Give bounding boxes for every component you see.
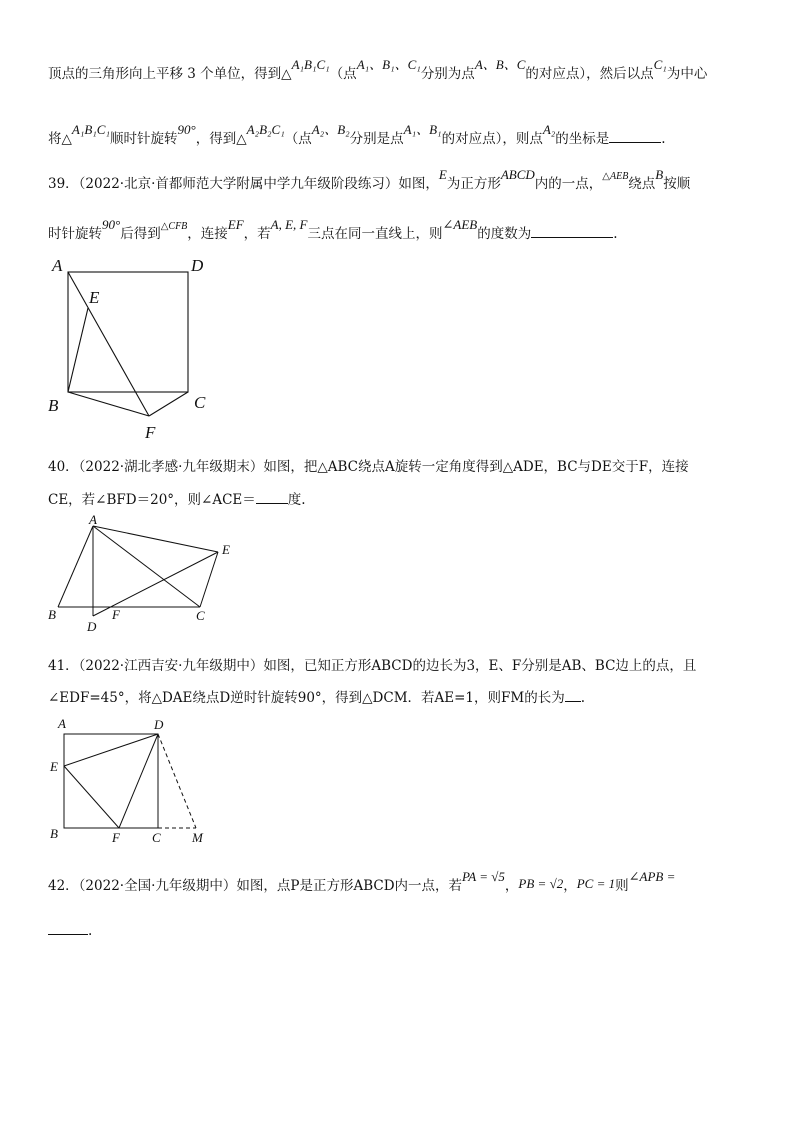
text: ，: [504, 878, 519, 894]
square-abcd: [64, 734, 158, 828]
q40-line1: [48, 455, 689, 475]
text: 为中心: [666, 66, 708, 82]
q41-line1: [48, 654, 696, 674]
text: 则: [615, 878, 629, 894]
segment-dm: [158, 734, 196, 828]
math: ∠APB =: [628, 869, 676, 884]
label-f: F: [145, 423, 156, 442]
q38-line1: [48, 57, 708, 82]
math: ∠AEB: [442, 217, 478, 232]
q42-line2: [48, 922, 92, 939]
segment-be: [68, 308, 88, 392]
math: ABCD: [500, 167, 535, 182]
q41-figure: [40, 712, 220, 850]
text: 为正方形: [446, 176, 501, 192]
math: △CFB: [160, 221, 188, 232]
q40-figure: [40, 512, 250, 636]
text: .: [613, 226, 618, 242]
text: .: [580, 690, 586, 706]
math: C₁: [653, 57, 667, 72]
label-c: C: [152, 830, 161, 845]
math: 90°: [102, 217, 121, 232]
segment-ac: [93, 526, 200, 607]
label-d: D: [87, 619, 97, 634]
label-e: E: [89, 288, 100, 307]
math: PB = √2: [518, 876, 564, 891]
segment-ef: [64, 766, 119, 828]
math: B: [655, 167, 664, 182]
answer-blank[interactable]: [531, 225, 613, 238]
label-b: B: [48, 396, 59, 415]
math: A₁、B₁: [403, 122, 442, 137]
text: 内的一点，: [534, 176, 603, 192]
math: A₂、B₂: [311, 122, 350, 137]
segment-df: [119, 734, 158, 828]
q40-line2: [48, 488, 306, 508]
label-a: A: [58, 716, 66, 731]
q39-figure: [40, 250, 220, 445]
text: 的度数为: [477, 226, 532, 242]
text: 分别是点: [349, 131, 404, 147]
text: （点: [329, 66, 357, 82]
math: A₂: [542, 122, 556, 137]
math: A₂B₂C₁: [246, 122, 285, 137]
answer-blank[interactable]: [256, 491, 288, 504]
answer-blank[interactable]: [609, 130, 661, 143]
segment-af: [68, 272, 149, 416]
text: ，得到△: [195, 131, 247, 147]
q42-line1: [48, 869, 676, 894]
text: 的对应点），则点: [441, 131, 543, 147]
math: PA = √5: [462, 869, 505, 884]
math: 90°: [177, 122, 196, 137]
label-a: A: [89, 512, 97, 527]
q41-line2: [48, 686, 585, 706]
text: 顺时针旋转: [110, 131, 178, 147]
text: 时针旋转: [48, 226, 102, 242]
text: 39．（2022·北京·首都师范大学附属中学九年级阶段练习）如图，: [48, 176, 439, 192]
text: 分别为点: [420, 66, 475, 82]
square-abcd: [68, 272, 188, 392]
text: CE，若∠BFD＝20°，则∠ACE＝: [48, 492, 256, 508]
segment-cf: [149, 392, 188, 416]
segment-ae: [93, 526, 218, 552]
text: 顶点的三角形向上平移 3 个单位，得到△: [48, 66, 292, 82]
text: .: [88, 923, 93, 939]
label-d: D: [154, 717, 164, 732]
label-c: C: [196, 608, 205, 623]
text: 42．（2022·全国·九年级期中）如图，点P是正方形ABCD内一点，若: [48, 878, 463, 894]
text: ，若: [243, 226, 271, 242]
text: 的坐标是: [555, 131, 610, 147]
text: 将△: [48, 131, 72, 147]
label-c: C: [194, 393, 206, 412]
label-f: F: [112, 607, 120, 622]
text: 绕点: [628, 176, 656, 192]
text: （点: [284, 131, 312, 147]
text: .: [661, 131, 666, 147]
math: A₁、B₁、C₁: [356, 57, 421, 72]
q38-line2: [48, 122, 666, 147]
answer-blank[interactable]: [48, 922, 88, 935]
q39-line1: [48, 167, 691, 192]
text: 的对应点），然后以点: [525, 66, 654, 82]
math: A、B、C: [474, 57, 526, 72]
math: EF: [227, 217, 244, 232]
math: △AEB: [602, 171, 629, 182]
segment-bf: [68, 392, 149, 416]
text: 度.: [287, 492, 306, 508]
segment-ab: [58, 526, 93, 607]
math: A₁B₁C₁: [291, 57, 330, 72]
text: ，连接: [187, 226, 228, 242]
text: ∠EDF=45°，将△DAE绕点D逆时针旋转90°，得到△DCM．若AE=1，则FM的长为: [48, 690, 565, 706]
label-e: E: [50, 759, 58, 774]
label-e: E: [222, 542, 230, 557]
segment-de: [64, 734, 158, 766]
text: 40．（2022·湖北孝感·九年级期末）如图，把△ABC绕点A旋转一定角度得到△ADE，BC与DE交于F，连接: [48, 459, 689, 475]
label-b: B: [50, 826, 58, 841]
label-d: D: [191, 256, 204, 275]
math: A₁B₁C₁: [71, 122, 111, 137]
label-a: A: [52, 256, 63, 275]
math: A, E, F: [270, 217, 308, 232]
text: 按顺: [663, 176, 691, 192]
label-b: B: [48, 607, 56, 622]
text: 三点在同一直线上，则: [307, 226, 443, 242]
math: PC = 1: [576, 876, 616, 891]
q39-line2: [48, 217, 618, 242]
text: ，: [563, 878, 577, 894]
text: 后得到: [120, 226, 161, 242]
answer-blank[interactable]: [565, 689, 581, 702]
math: E: [438, 167, 447, 182]
label-m: M: [192, 830, 203, 845]
label-f: F: [112, 830, 120, 845]
text: 41．（2022·江西吉安·九年级期中）如图，已知正方形ABCD的边长为3，E、F分别是AB、BC边上的点，且: [48, 658, 697, 674]
